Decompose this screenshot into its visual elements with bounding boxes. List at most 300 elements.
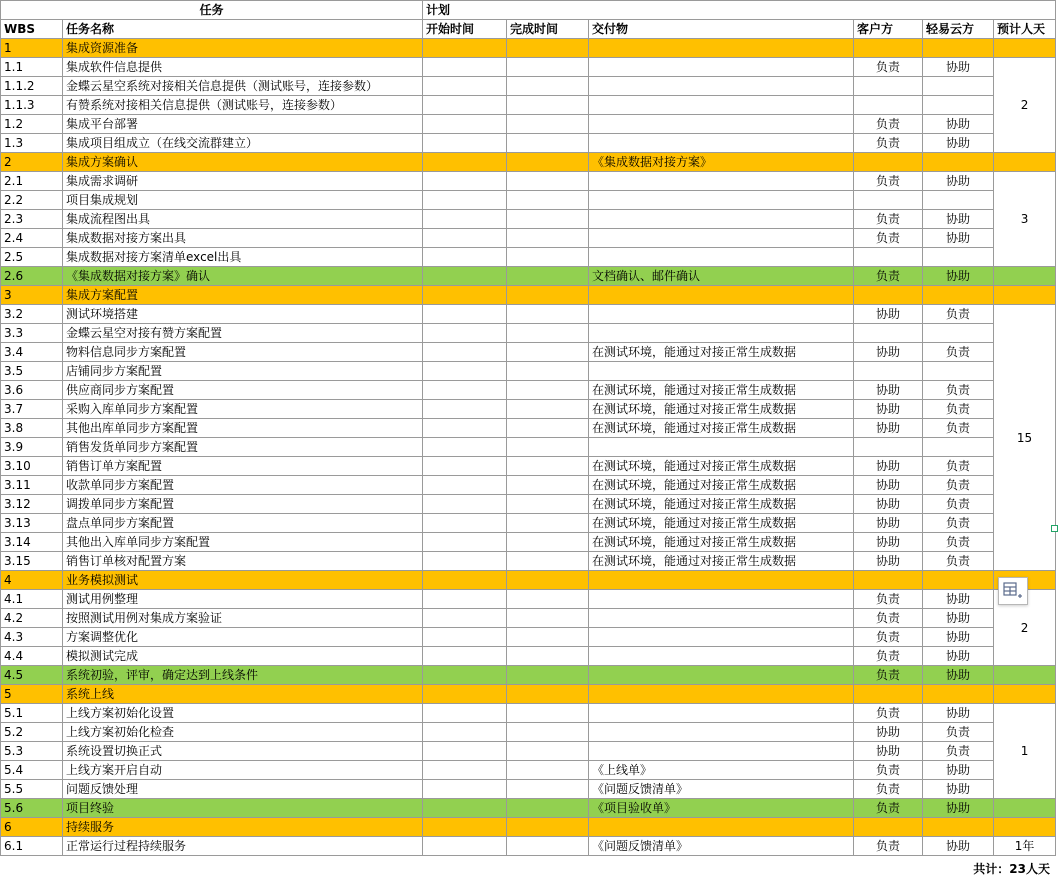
estimate-cell[interactable] (994, 39, 1056, 58)
vendor-role-cell[interactable]: 负责 (923, 495, 994, 514)
start-time-cell[interactable] (423, 761, 507, 780)
table-row[interactable] (1, 552, 1056, 571)
wbs-cell[interactable]: 3.10 (1, 457, 63, 476)
wbs-cell[interactable]: 3.7 (1, 400, 63, 419)
table-row[interactable] (1, 723, 1056, 742)
start-time-cell[interactable] (423, 818, 507, 837)
vendor-role-cell[interactable]: 负责 (923, 723, 994, 742)
vendor-role-cell[interactable]: 协助 (923, 267, 994, 286)
end-time-cell[interactable] (507, 400, 589, 419)
client-role-cell[interactable] (854, 191, 923, 210)
estimate-cell[interactable] (994, 153, 1056, 172)
start-time-cell[interactable] (423, 400, 507, 419)
table-row[interactable] (1, 628, 1056, 647)
start-time-cell[interactable] (423, 495, 507, 514)
deliverable-cell[interactable]: 《上线单》 (589, 761, 854, 780)
vendor-role-cell[interactable]: 协助 (923, 229, 994, 248)
table-row[interactable] (1, 647, 1056, 666)
end-time-cell[interactable] (507, 343, 589, 362)
start-time-cell[interactable] (423, 58, 507, 77)
table-row[interactable] (1, 590, 1056, 609)
table-row[interactable] (1, 476, 1056, 495)
wbs-cell[interactable]: 1 (1, 39, 63, 58)
client-role-cell[interactable]: 负责 (854, 780, 923, 799)
end-time-cell[interactable] (507, 267, 589, 286)
vendor-role-cell[interactable] (923, 39, 994, 58)
wbs-cell[interactable]: 3.11 (1, 476, 63, 495)
end-time-cell[interactable] (507, 153, 589, 172)
deliverable-cell[interactable]: 在测试环境，能通过对接正常生成数据 (589, 533, 854, 552)
vendor-role-cell[interactable] (923, 191, 994, 210)
col-header-start[interactable]: 开始时间 (423, 20, 507, 39)
table-row[interactable] (1, 438, 1056, 457)
start-time-cell[interactable] (423, 666, 507, 685)
end-time-cell[interactable] (507, 134, 589, 153)
task-name-cell[interactable]: 系统上线 (63, 685, 423, 704)
header-task[interactable]: 任务 (1, 1, 423, 20)
start-time-cell[interactable] (423, 590, 507, 609)
task-name-cell[interactable]: 业务模拟测试 (63, 571, 423, 590)
vendor-role-cell[interactable]: 负责 (923, 552, 994, 571)
start-time-cell[interactable] (423, 704, 507, 723)
client-role-cell[interactable]: 协助 (854, 305, 923, 324)
table-row[interactable] (1, 58, 1056, 77)
start-time-cell[interactable] (423, 647, 507, 666)
vendor-role-cell[interactable] (923, 286, 994, 305)
vendor-role-cell[interactable] (923, 571, 994, 590)
client-role-cell[interactable]: 负责 (854, 666, 923, 685)
deliverable-cell[interactable] (589, 438, 854, 457)
task-name-cell[interactable]: 《集成数据对接方案》确认 (63, 267, 423, 286)
deliverable-cell[interactable] (589, 134, 854, 153)
deliverable-cell[interactable] (589, 362, 854, 381)
phase-row[interactable] (1, 818, 1056, 837)
start-time-cell[interactable] (423, 609, 507, 628)
selection-handle[interactable] (1051, 525, 1058, 532)
task-name-cell[interactable]: 销售订单方案配置 (63, 457, 423, 476)
deliverable-cell[interactable]: 在测试环境，能通过对接正常生成数据 (589, 552, 854, 571)
deliverable-cell[interactable]: 在测试环境，能通过对接正常生成数据 (589, 381, 854, 400)
end-time-cell[interactable] (507, 742, 589, 761)
start-time-cell[interactable] (423, 476, 507, 495)
table-row[interactable] (1, 533, 1056, 552)
end-time-cell[interactable] (507, 761, 589, 780)
estimate-cell[interactable] (994, 685, 1056, 704)
start-time-cell[interactable] (423, 343, 507, 362)
deliverable-cell[interactable]: 在测试环境，能通过对接正常生成数据 (589, 419, 854, 438)
end-time-cell[interactable] (507, 39, 589, 58)
client-role-cell[interactable]: 负责 (854, 647, 923, 666)
deliverable-cell[interactable] (589, 229, 854, 248)
start-time-cell[interactable] (423, 210, 507, 229)
end-time-cell[interactable] (507, 381, 589, 400)
vendor-role-cell[interactable] (923, 248, 994, 267)
milestone-row[interactable] (1, 799, 1056, 818)
vendor-role-cell[interactable]: 负责 (923, 343, 994, 362)
vendor-role-cell[interactable]: 协助 (923, 172, 994, 191)
wbs-cell[interactable]: 2 (1, 153, 63, 172)
deliverable-cell[interactable] (589, 286, 854, 305)
end-time-cell[interactable] (507, 704, 589, 723)
vendor-role-cell[interactable]: 负责 (923, 742, 994, 761)
end-time-cell[interactable] (507, 210, 589, 229)
wbs-cell[interactable]: 6 (1, 818, 63, 837)
table-row[interactable] (1, 381, 1056, 400)
table-row[interactable] (1, 210, 1056, 229)
wbs-cell[interactable]: 3.9 (1, 438, 63, 457)
deliverable-cell[interactable] (589, 647, 854, 666)
start-time-cell[interactable] (423, 191, 507, 210)
vendor-role-cell[interactable]: 协助 (923, 761, 994, 780)
vendor-role-cell[interactable]: 协助 (923, 115, 994, 134)
task-name-cell[interactable]: 采购入库单同步方案配置 (63, 400, 423, 419)
start-time-cell[interactable] (423, 381, 507, 400)
end-time-cell[interactable] (507, 818, 589, 837)
table-row[interactable] (1, 115, 1056, 134)
deliverable-cell[interactable] (589, 818, 854, 837)
end-time-cell[interactable] (507, 438, 589, 457)
end-time-cell[interactable] (507, 495, 589, 514)
phase-row[interactable] (1, 286, 1056, 305)
task-name-cell[interactable]: 物料信息同步方案配置 (63, 343, 423, 362)
table-row[interactable] (1, 343, 1056, 362)
end-time-cell[interactable] (507, 419, 589, 438)
client-role-cell[interactable]: 协助 (854, 419, 923, 438)
vendor-role-cell[interactable]: 协助 (923, 134, 994, 153)
estimate-cell[interactable]: 3 (994, 172, 1056, 267)
start-time-cell[interactable] (423, 267, 507, 286)
wbs-cell[interactable]: 2.3 (1, 210, 63, 229)
task-name-cell[interactable]: 集成软件信息提供 (63, 58, 423, 77)
start-time-cell[interactable] (423, 799, 507, 818)
client-role-cell[interactable]: 协助 (854, 514, 923, 533)
client-role-cell[interactable] (854, 362, 923, 381)
vendor-role-cell[interactable]: 协助 (923, 704, 994, 723)
table-row[interactable] (1, 324, 1056, 343)
start-time-cell[interactable] (423, 514, 507, 533)
wbs-cell[interactable]: 3.5 (1, 362, 63, 381)
vendor-role-cell[interactable]: 负责 (923, 476, 994, 495)
wbs-cell[interactable]: 3.3 (1, 324, 63, 343)
table-row[interactable] (1, 704, 1056, 723)
estimate-cell[interactable] (994, 666, 1056, 685)
table-row[interactable] (1, 96, 1056, 115)
deliverable-cell[interactable] (589, 685, 854, 704)
vendor-role-cell[interactable]: 负责 (923, 514, 994, 533)
start-time-cell[interactable] (423, 153, 507, 172)
task-name-cell[interactable]: 集成方案配置 (63, 286, 423, 305)
deliverable-cell[interactable] (589, 704, 854, 723)
deliverable-cell[interactable] (589, 628, 854, 647)
task-name-cell[interactable]: 集成方案确认 (63, 153, 423, 172)
phase-row[interactable] (1, 39, 1056, 58)
start-time-cell[interactable] (423, 723, 507, 742)
client-role-cell[interactable] (854, 39, 923, 58)
client-role-cell[interactable] (854, 818, 923, 837)
vendor-role-cell[interactable] (923, 438, 994, 457)
client-role-cell[interactable] (854, 438, 923, 457)
wbs-cell[interactable]: 2.4 (1, 229, 63, 248)
task-name-cell[interactable]: 集成平台部署 (63, 115, 423, 134)
vendor-role-cell[interactable] (923, 685, 994, 704)
client-role-cell[interactable]: 负责 (854, 628, 923, 647)
start-time-cell[interactable] (423, 305, 507, 324)
start-time-cell[interactable] (423, 457, 507, 476)
wbs-cell[interactable]: 3.15 (1, 552, 63, 571)
vendor-role-cell[interactable]: 协助 (923, 837, 994, 856)
start-time-cell[interactable] (423, 571, 507, 590)
wbs-cell[interactable]: 3.4 (1, 343, 63, 362)
client-role-cell[interactable]: 协助 (854, 723, 923, 742)
table-row[interactable] (1, 457, 1056, 476)
client-role-cell[interactable]: 负责 (854, 609, 923, 628)
wbs-cell[interactable]: 5.6 (1, 799, 63, 818)
wbs-cell[interactable]: 3.6 (1, 381, 63, 400)
col-header-end[interactable]: 完成时间 (507, 20, 589, 39)
end-time-cell[interactable] (507, 533, 589, 552)
table-row[interactable] (1, 495, 1056, 514)
start-time-cell[interactable] (423, 837, 507, 856)
paste-options-button[interactable] (998, 577, 1028, 605)
start-time-cell[interactable] (423, 685, 507, 704)
task-name-cell[interactable]: 收款单同步方案配置 (63, 476, 423, 495)
table-row[interactable] (1, 362, 1056, 381)
task-name-cell[interactable]: 持续服务 (63, 818, 423, 837)
client-role-cell[interactable] (854, 153, 923, 172)
deliverable-cell[interactable]: 在测试环境，能通过对接正常生成数据 (589, 476, 854, 495)
deliverable-cell[interactable]: 《集成数据对接方案》 (589, 153, 854, 172)
task-name-cell[interactable]: 上线方案开启自动 (63, 761, 423, 780)
wbs-cell[interactable]: 5.4 (1, 761, 63, 780)
end-time-cell[interactable] (507, 362, 589, 381)
estimate-cell[interactable]: 2 (994, 58, 1056, 153)
client-role-cell[interactable]: 负责 (854, 229, 923, 248)
vendor-role-cell[interactable]: 协助 (923, 799, 994, 818)
start-time-cell[interactable] (423, 286, 507, 305)
wbs-cell[interactable]: 5.3 (1, 742, 63, 761)
wbs-cell[interactable]: 5.2 (1, 723, 63, 742)
col-header-deliverable[interactable]: 交付物 (589, 20, 854, 39)
end-time-cell[interactable] (507, 77, 589, 96)
start-time-cell[interactable] (423, 780, 507, 799)
table-row[interactable] (1, 248, 1056, 267)
task-name-cell[interactable]: 店铺同步方案配置 (63, 362, 423, 381)
start-time-cell[interactable] (423, 628, 507, 647)
task-name-cell[interactable]: 有赞系统对接相关信息提供（测试账号，连接参数） (63, 96, 423, 115)
task-name-cell[interactable]: 集成数据对接方案清单excel出具 (63, 248, 423, 267)
start-time-cell[interactable] (423, 77, 507, 96)
wbs-cell[interactable]: 6.1 (1, 837, 63, 856)
wbs-cell[interactable]: 4.2 (1, 609, 63, 628)
client-role-cell[interactable] (854, 248, 923, 267)
deliverable-cell[interactable]: 在测试环境，能通过对接正常生成数据 (589, 514, 854, 533)
deliverable-cell[interactable] (589, 590, 854, 609)
vendor-role-cell[interactable]: 协助 (923, 780, 994, 799)
table-row[interactable] (1, 609, 1056, 628)
wbs-cell[interactable]: 1.1 (1, 58, 63, 77)
wbs-cell[interactable]: 4.3 (1, 628, 63, 647)
estimate-cell[interactable] (994, 286, 1056, 305)
client-role-cell[interactable]: 协助 (854, 552, 923, 571)
deliverable-cell[interactable] (589, 96, 854, 115)
deliverable-cell[interactable] (589, 571, 854, 590)
client-role-cell[interactable]: 负责 (854, 58, 923, 77)
task-name-cell[interactable]: 集成数据对接方案出具 (63, 229, 423, 248)
table-row[interactable] (1, 400, 1056, 419)
col-header-vendor[interactable]: 轻易云方 (923, 20, 994, 39)
client-role-cell[interactable]: 协助 (854, 742, 923, 761)
client-role-cell[interactable] (854, 286, 923, 305)
end-time-cell[interactable] (507, 552, 589, 571)
deliverable-cell[interactable] (589, 58, 854, 77)
table-row[interactable] (1, 77, 1056, 96)
client-role-cell[interactable]: 协助 (854, 381, 923, 400)
task-name-cell[interactable]: 正常运行过程持续服务 (63, 837, 423, 856)
phase-row[interactable] (1, 571, 1056, 590)
wbs-cell[interactable]: 3.12 (1, 495, 63, 514)
end-time-cell[interactable] (507, 248, 589, 267)
task-name-cell[interactable]: 测试用例整理 (63, 590, 423, 609)
task-name-cell[interactable]: 上线方案初始化设置 (63, 704, 423, 723)
estimate-cell[interactable]: 1年 (994, 837, 1056, 856)
task-name-cell[interactable]: 测试环境搭建 (63, 305, 423, 324)
client-role-cell[interactable]: 负责 (854, 799, 923, 818)
deliverable-cell[interactable]: 在测试环境，能通过对接正常生成数据 (589, 495, 854, 514)
task-name-cell[interactable]: 销售订单核对配置方案 (63, 552, 423, 571)
deliverable-cell[interactable]: 《项目验收单》 (589, 799, 854, 818)
task-name-cell[interactable]: 其他出库单同步方案配置 (63, 419, 423, 438)
end-time-cell[interactable] (507, 609, 589, 628)
client-role-cell[interactable]: 负责 (854, 837, 923, 856)
start-time-cell[interactable] (423, 742, 507, 761)
client-role-cell[interactable]: 协助 (854, 457, 923, 476)
vendor-role-cell[interactable]: 协助 (923, 628, 994, 647)
deliverable-cell[interactable] (589, 324, 854, 343)
vendor-role-cell[interactable]: 负责 (923, 400, 994, 419)
vendor-role-cell[interactable] (923, 362, 994, 381)
task-name-cell[interactable]: 集成项目组成立（在线交流群建立） (63, 134, 423, 153)
estimate-cell[interactable] (994, 799, 1056, 818)
end-time-cell[interactable] (507, 799, 589, 818)
estimate-cell[interactable]: 15 (994, 305, 1056, 571)
start-time-cell[interactable] (423, 172, 507, 191)
wbs-cell[interactable]: 4.4 (1, 647, 63, 666)
wbs-cell[interactable]: 1.1.2 (1, 77, 63, 96)
end-time-cell[interactable] (507, 96, 589, 115)
end-time-cell[interactable] (507, 685, 589, 704)
deliverable-cell[interactable] (589, 248, 854, 267)
task-name-cell[interactable]: 按照测试用例对集成方案验证 (63, 609, 423, 628)
task-name-cell[interactable]: 其他出入库单同步方案配置 (63, 533, 423, 552)
table-row[interactable] (1, 780, 1056, 799)
phase-row[interactable] (1, 685, 1056, 704)
wbs-cell[interactable]: 1.3 (1, 134, 63, 153)
task-name-cell[interactable]: 调拨单同步方案配置 (63, 495, 423, 514)
task-name-cell[interactable]: 方案调整优化 (63, 628, 423, 647)
table-row[interactable] (1, 742, 1056, 761)
table-row[interactable] (1, 134, 1056, 153)
deliverable-cell[interactable] (589, 666, 854, 685)
wbs-cell[interactable]: 5.5 (1, 780, 63, 799)
task-name-cell[interactable]: 集成需求调研 (63, 172, 423, 191)
milestone-row[interactable] (1, 666, 1056, 685)
client-role-cell[interactable] (854, 96, 923, 115)
start-time-cell[interactable] (423, 324, 507, 343)
client-role-cell[interactable]: 负责 (854, 172, 923, 191)
phase-row[interactable] (1, 153, 1056, 172)
end-time-cell[interactable] (507, 647, 589, 666)
vendor-role-cell[interactable] (923, 77, 994, 96)
table-row[interactable] (1, 229, 1056, 248)
start-time-cell[interactable] (423, 248, 507, 267)
col-header-client[interactable]: 客户方 (854, 20, 923, 39)
table-row[interactable] (1, 419, 1056, 438)
vendor-role-cell[interactable]: 负责 (923, 457, 994, 476)
end-time-cell[interactable] (507, 305, 589, 324)
client-role-cell[interactable]: 负责 (854, 210, 923, 229)
milestone-row[interactable] (1, 267, 1056, 286)
wbs-cell[interactable]: 2.1 (1, 172, 63, 191)
client-role-cell[interactable] (854, 77, 923, 96)
deliverable-cell[interactable]: 《问题反馈清单》 (589, 780, 854, 799)
end-time-cell[interactable] (507, 723, 589, 742)
end-time-cell[interactable] (507, 780, 589, 799)
task-name-cell[interactable]: 问题反馈处理 (63, 780, 423, 799)
end-time-cell[interactable] (507, 191, 589, 210)
client-role-cell[interactable] (854, 324, 923, 343)
client-role-cell[interactable]: 负责 (854, 267, 923, 286)
client-role-cell[interactable]: 协助 (854, 400, 923, 419)
start-time-cell[interactable] (423, 134, 507, 153)
end-time-cell[interactable] (507, 286, 589, 305)
end-time-cell[interactable] (507, 666, 589, 685)
client-role-cell[interactable]: 协助 (854, 533, 923, 552)
header-plan[interactable]: 计划 (423, 1, 1056, 20)
end-time-cell[interactable] (507, 58, 589, 77)
end-time-cell[interactable] (507, 115, 589, 134)
task-name-cell[interactable]: 销售发货单同步方案配置 (63, 438, 423, 457)
wbs-cell[interactable]: 5.1 (1, 704, 63, 723)
vendor-role-cell[interactable] (923, 818, 994, 837)
deliverable-cell[interactable]: 在测试环境，能通过对接正常生成数据 (589, 457, 854, 476)
vendor-role-cell[interactable]: 协助 (923, 210, 994, 229)
task-name-cell[interactable]: 项目集成规划 (63, 191, 423, 210)
client-role-cell[interactable]: 负责 (854, 761, 923, 780)
wbs-cell[interactable]: 3.8 (1, 419, 63, 438)
table-row[interactable] (1, 761, 1056, 780)
wbs-cell[interactable]: 2.5 (1, 248, 63, 267)
task-name-cell[interactable]: 集成流程图出具 (63, 210, 423, 229)
table-row[interactable] (1, 305, 1056, 324)
task-name-cell[interactable]: 系统初验，评审，确定达到上线条件 (63, 666, 423, 685)
estimate-cell[interactable] (994, 818, 1056, 837)
end-time-cell[interactable] (507, 229, 589, 248)
vendor-role-cell[interactable] (923, 96, 994, 115)
end-time-cell[interactable] (507, 837, 589, 856)
end-time-cell[interactable] (507, 571, 589, 590)
start-time-cell[interactable] (423, 39, 507, 58)
deliverable-cell[interactable] (589, 77, 854, 96)
vendor-role-cell[interactable]: 负责 (923, 381, 994, 400)
start-time-cell[interactable] (423, 533, 507, 552)
vendor-role-cell[interactable]: 协助 (923, 647, 994, 666)
col-header-wbs[interactable]: WBS (1, 20, 63, 39)
col-header-task-name[interactable]: 任务名称 (63, 20, 423, 39)
end-time-cell[interactable] (507, 324, 589, 343)
vendor-role-cell[interactable]: 协助 (923, 590, 994, 609)
end-time-cell[interactable] (507, 514, 589, 533)
vendor-role-cell[interactable]: 协助 (923, 666, 994, 685)
